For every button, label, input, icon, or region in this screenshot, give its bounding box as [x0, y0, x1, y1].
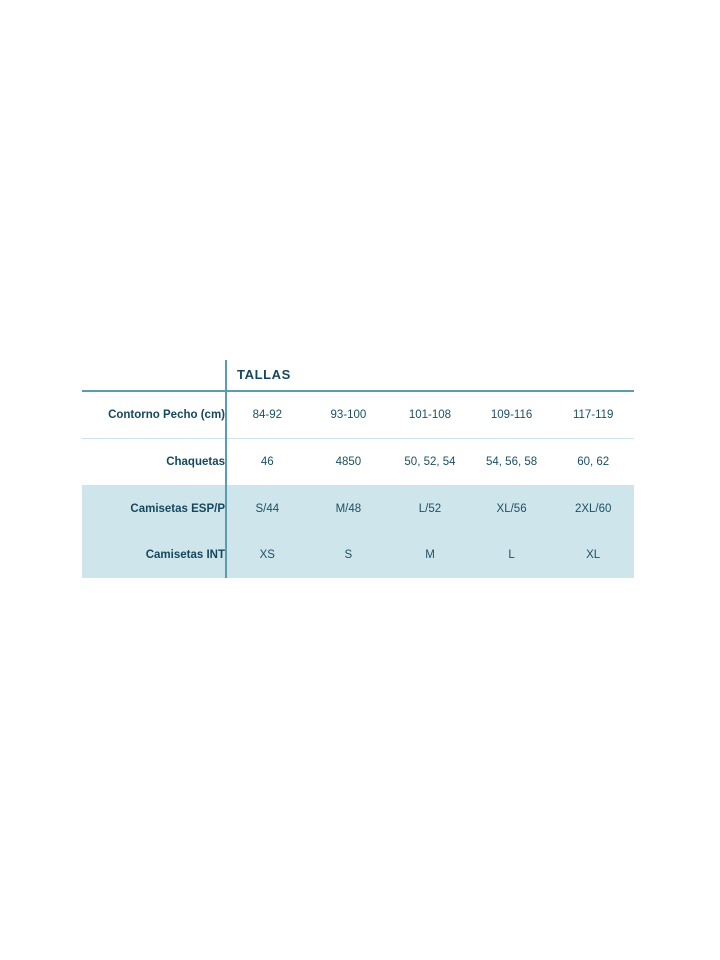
table-row: [82, 439, 634, 486]
cell-camisetas-esp-4: XL/56: [471, 486, 553, 533]
header-empty-cell: [82, 360, 226, 391]
cell-chaquetas-3: 50, 52, 54: [389, 439, 471, 486]
row-label-camisetas-esp: Camisetas ESP/P: [82, 486, 226, 533]
cell-chaquetas-2: 4850: [308, 439, 390, 486]
cell-chaquetas-4: 54, 56, 58: [471, 439, 553, 486]
table-header-row: [82, 360, 634, 391]
header-title-cell: [226, 360, 634, 391]
cell-camisetas-int-5: XL: [552, 532, 634, 578]
cell-camisetas-esp-2: M/48: [308, 486, 390, 533]
cell-camisetas-int-4: L: [471, 532, 553, 578]
cell-camisetas-int-2: S: [308, 532, 390, 578]
table-row: [82, 532, 634, 578]
cell-camisetas-int-1: XS: [226, 532, 308, 578]
page-title: TALLAS: [237, 367, 291, 382]
cell-camisetas-esp-5: 2XL/60: [552, 486, 634, 533]
table-row: [82, 486, 634, 533]
cell-chaquetas-1: 46: [226, 439, 308, 486]
cell-contorno-pecho-3: 101-108: [389, 391, 471, 439]
cell-contorno-pecho-1: 84-92: [226, 391, 308, 439]
cell-camisetas-int-3: M: [389, 532, 471, 578]
cell-chaquetas-5: 60, 62: [552, 439, 634, 486]
row-label-chaquetas: Chaquetas: [82, 439, 226, 486]
cell-contorno-pecho-2: 93-100: [308, 391, 390, 439]
table-row: [82, 391, 634, 439]
cell-camisetas-esp-1: S/44: [226, 486, 308, 533]
row-label-camisetas-int: Camisetas INT: [82, 532, 226, 578]
cell-contorno-pecho-5: 117-119: [552, 391, 634, 439]
cell-contorno-pecho-4: 109-116: [471, 391, 553, 439]
row-label-contorno-pecho: Contorno Pecho (cm): [82, 391, 226, 439]
cell-camisetas-esp-3: L/52: [389, 486, 471, 533]
size-chart: [82, 360, 634, 578]
size-chart-table: [82, 360, 634, 578]
